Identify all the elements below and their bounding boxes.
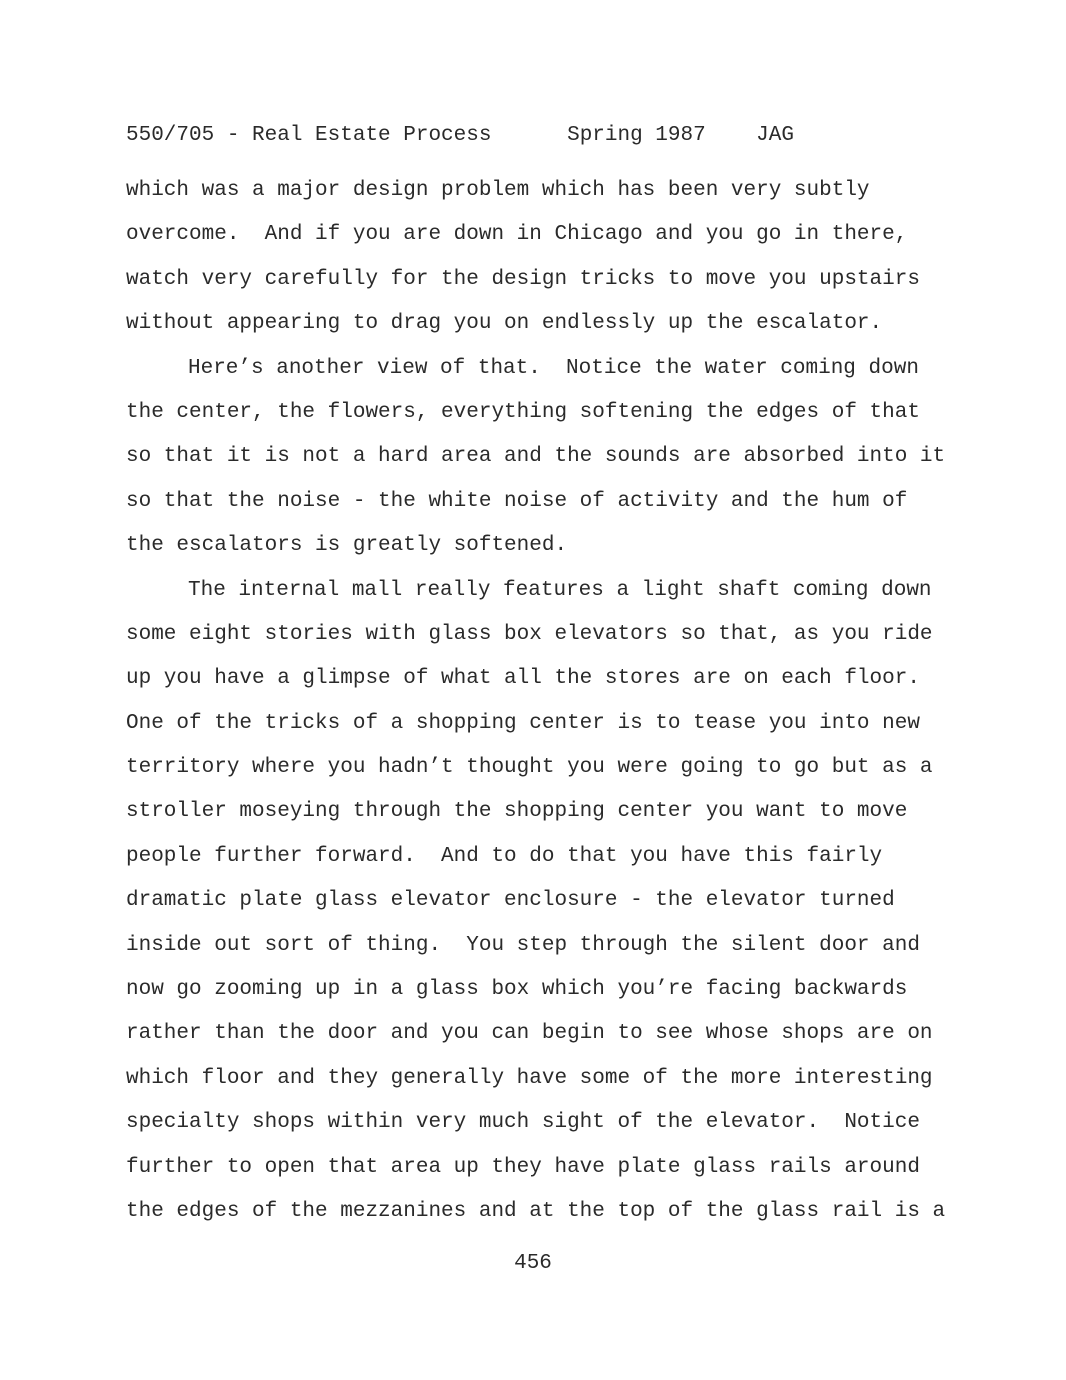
body-text — [126, 169, 956, 1234]
text-line: rather than the door and you can begin to see whose shops are on — [126, 1022, 933, 1046]
text-line: the edges of the mezzanines and at the top of the glass rail is a — [126, 1199, 946, 1223]
text-line: territory where you hadn’t thought you were going to go but as a — [126, 756, 933, 780]
text-line: stroller moseying through the shopping center you want to move — [126, 800, 908, 824]
text-line: further to open that area up they have plate glass rails around — [126, 1155, 920, 1179]
text-line: some eight stories with glass box elevators so that, as you ride — [126, 622, 933, 646]
text-line: people further forward. And to do that you have this fairly — [126, 844, 883, 868]
text-line: up you have a glimpse of what all the stores are on each floor. — [126, 667, 920, 691]
text-line: the center, the flowers, everything softening the edges of that — [126, 400, 920, 424]
author-initials: JAG — [756, 124, 794, 147]
term-label: Spring 1987 — [567, 124, 706, 147]
text-line: so that the noise - the white noise of activity and the hum of — [126, 489, 908, 513]
text-line: which was a major design problem which has been very subtly — [126, 179, 870, 202]
text-line: watch very carefully for the design tricks to move you upstairs — [126, 267, 920, 291]
paragraph-first-line: Here’s another view of that. Notice the water coming down — [188, 356, 919, 380]
course-title: 550/705 - Real Estate Process — [126, 124, 492, 147]
page-number: 456 — [514, 1252, 552, 1275]
text-line: specialty shops within very much sight of the elevator. Notice — [126, 1111, 920, 1135]
text-line: One of the tricks of a shopping center is to tease you into new — [126, 711, 920, 735]
text-line: the escalators is greatly softened. — [126, 534, 568, 558]
paragraph-first-line: The internal mall really features a light shaft coming down — [188, 578, 932, 602]
text-line: which floor and they generally have some of the more interesting — [126, 1066, 933, 1090]
text-line: inside out sort of thing. You step through the silent door and — [126, 933, 920, 957]
page-header — [126, 124, 794, 148]
text-line: without appearing to drag you on endlessly up the escalator. — [126, 312, 883, 336]
text-line: dramatic plate glass elevator enclosure - the elevator turned — [126, 889, 895, 913]
text-line: now go zooming up in a glass box which you’re facing backwards — [126, 978, 908, 1002]
text-line: overcome. And if you are down in Chicago and you go in there, — [126, 223, 908, 247]
text-line: so that it is not a hard area and the sounds are absorbed into it — [126, 445, 946, 469]
